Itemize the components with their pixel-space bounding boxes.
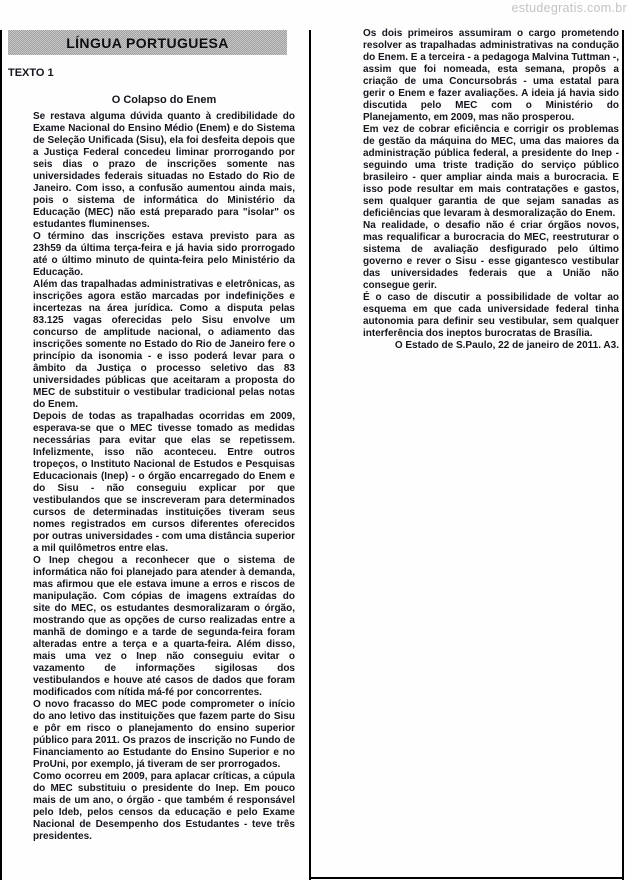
paragraph: Depois de todas as trapalhadas ocorridas em 2009, esperava-se que o MEC tivesse tomado as medidas necessárias para evitar que elas se repetissem. Infelizmente, isso não aconteceu. Entre outros tropeços, o Instituto Nacional de Estudos e Pesquisas Educacionais (Inep) - o órgão encarregado do Enem e do Sisu - não conseguiu explicar por que vestibulandos que se inscreveram para determinados cursos de determinadas instituições tiveram seus nomes registrados em cursos diferentes oferecidos por outras universidades - com uma distância superior a mil quilômetros entre elas.: [33, 411, 295, 554]
section-title: LÍNGUA PORTUGUESA: [66, 34, 229, 51]
left-column: [33, 111, 295, 843]
bottom-border-line: [309, 877, 624, 879]
texto-label: TEXTO 1: [8, 67, 54, 79]
paragraph: Além das trapalhadas administrativas e eletrônicas, as inscrições agora estão marcadas por indefinições e incertezas na área jurídica. Como a disputa pelas 83.125 vagas oferecidas pelo Sisu envolve um concurso de amplitude nacional, o adiamento das inscrições somente no Estado do Rio de Janeiro fere o princípio da isonomia - e isso poderá levar para o âmbito da Justiça o processo seletivo das 83 universidades públicas que aceitaram a proposta do MEC de substituir o vestibular tradicional pelas notas do Enem.: [33, 279, 295, 410]
watermark: estudegratis.com.br: [511, 1, 627, 15]
paragraph: Em vez de cobrar eficiência e corrigir os problemas de gestão da máquina do MEC, uma das maiores da administração pública federal, a presidente do Inep - seguindo uma triste tradição do serviço público brasileiro - quer ampliar ainda mais a burocracia. E isso pode resultar em mais contratações e gastos, sem qualquer garantia de que sejam sanadas as deficiências que levaram à desmoralização do Enem.: [363, 124, 619, 219]
paragraph: É o caso de discutir a possibilidade de voltar ao esquema em que cada universidade federal tinha autonomia para definir seu vestibular, sem qualquer interferência dos ineptos burocratas de Brasília.: [363, 292, 619, 339]
paragraph: Como ocorreu em 2009, para aplacar críticas, a cúpula do MEC substituiu o presidente do Inep. Em pouco mais de um ano, o órgão - que também é responsável pelo Ideb, pelos censos da educação e pelo Exame Nacional de Desempenho dos Estudantes - teve três presidentes.: [33, 771, 295, 842]
right-border-line: [622, 30, 624, 880]
paragraph: O término das inscrições estava previsto para as 23h59 da última terça-feira e já havia sido prorrogado até o último minuto de quinta-feira pelo Ministério da Educação.: [33, 231, 295, 278]
paragraph: Na realidade, o desafio não é criar órgãos novos, mas requalificar a burocracia do MEC, reestruturar o sistema de avaliação desfigurado pelo último governo e rever o Sisu - esse gigantesco vestibular das universidades federais que a União não consegue gerir.: [363, 220, 619, 291]
section-header: [8, 30, 287, 55]
left-border-line: [0, 30, 2, 880]
paragraph: Os dois primeiros assumiram o cargo prometendo resolver as trapalhadas administrativas na condução do Enem. E a terceira - a pedagoga Malvina Tuttman -, assim que foi nomeada, esta semana, propôs a criação de uma Concursobrás - uma estatal para gerir o Enem e fazer avaliações. A ideia já havia sido discutida pelo MEC com o Ministério do Planejamento, em 2009, mas não prosperou.: [363, 28, 619, 123]
paragraph: O novo fracasso do MEC pode comprometer o início do ano letivo das instituições que fazem parte do Sisu e pôr em risco o planejamento do ensino superior público para 2011. Os prazos de inscrição no Fundo de Financiamento ao Estudante do Ensino Superior e no ProUni, por exemplo, já tiveram de ser prorrogados.: [33, 699, 295, 770]
right-column: [363, 28, 619, 352]
citation: O Estado de S.Paulo, 22 de janeiro de 2011. A3.: [394, 340, 619, 351]
column-divider-line: [309, 30, 311, 880]
paragraph: O Inep chegou a reconhecer que o sistema de informática não foi planejado para atender à demanda, mas afirmou que ele estava imune a erros e riscos de manipulação. Com cópias de imagens extraídas do site do MEC, os estudantes desmoralizaram o órgão, mostrando que as opções de curso realizadas entre a manhã de domingo e a tarde de segunda-feira foram alteradas entre a terça e a quarta-feira. Além disso, mais uma vez o Inep não conseguiu evitar o vazamento de informações sigilosas dos vestibulandos e houve até casos de dados que foram modificados com nítida má-fé por concorrentes.: [33, 555, 295, 698]
article-title: O Colapso do Enem: [111, 94, 217, 106]
paragraph: Se restava alguma dúvida quanto à credibilidade do Exame Nacional do Ensino Médio (Enem) e do Sistema de Seleção Unificada (Sisu), ela foi desfeita depois que a Justiça Federal concedeu liminar prorrogando por seis dias o prazo de inscrições somente nas universidades federais situadas no Estado do Rio de Janeiro. Com isso, a confusão aumentou ainda mais, pois o sistema de informática do Ministério da Educação (MEC) não está preparado para "isolar" os estudantes fluminenses.: [33, 111, 295, 230]
